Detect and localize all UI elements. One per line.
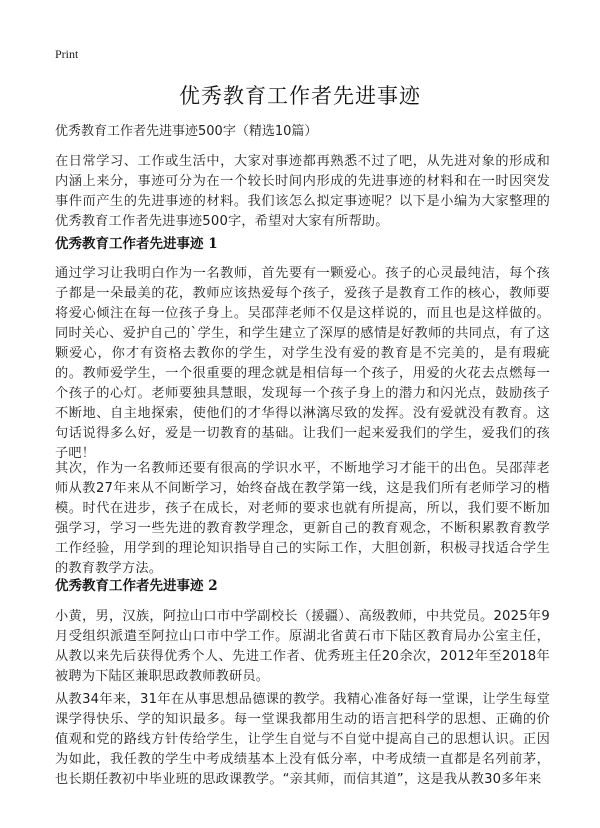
section-2-paragraph-1: 小黄，男，汉族，阿拉山口市中学副校长（援疆）、高级教师，中共党员。2025年9月受组织派遣至阿拉山口市中学工作。原湖北省黄石市下陆区教育局办公室主任，从教以来先后获得优秀个人、先进工作者、优秀班主任20余次，2012年至2018年被聘为下陆区兼职思政教师教研员。 [55, 609, 550, 684]
section-2-paragraph-2: 从教34年来，31年在从事思想品德课的教学。我精心准备好每一堂课，让学生每堂课学得快乐、学的知识最多。每一堂课我都用生动的语言把科学的思想、正确的价值观和党的路线方针传给学生，让学生自觉与不自觉中提高自己的思想认识。正因为如此，我任教的学生中考成绩基本上没有低分率，中考成绩一直都是名列前茅，也长期任教初中毕业班的思政课教学。“亲其师，而信其道”，这是我从教30多年来 [55, 692, 550, 787]
document-subtitle: 优秀教育工作者先进事迹500字（精选10篇） [55, 124, 318, 139]
section-1-paragraph-2: 其次，作为一名教师还要有很高的学识水平，不断地学习才能干的出色。吴邵萍老师从教27年来从不间断学习，始终奋战在教学第一线，这是我们所有老师学习的楷模。时代在进步，孩子在成长，对老师的要求也就有所提高，所以，我们要不断加强学习，学习一些先进的教育教学理念，更新自己的教育观念，不断积累教育教学工作经验，用学到的理论知识指导自己的实际工作，大胆创新，积极寻找适合学生的教育教学方法。 [55, 461, 550, 576]
document-title: 优秀教育工作者先进事迹 [179, 84, 421, 108]
section-1-paragraph-1: 通过学习让我明白作为一名教师，首先要有一颗爱心。孩子的心灵最纯洁，每个孩子都是一朵最美的花，教师应该热爱每个孩子，爱孩子是教育工作的核心，教师要将爱心倾注在每一位孩子身上。吴邵萍老师不仅是这样说的，而且也是这样做的。同时关心、爱护自己的`学生，和学生建立了深厚的感情是好教师的共同点，有了这颗爱心，你才有资格去教你的学生，对学生没有爱的教育是不完美的，是有瑕疵的。教师爱学生，一个很重要的理念就是相信每一个孩子，用爱的火花去点燃每一个孩子的心灯。老师要独具慧眼，发现每一个孩子身上的潜力和闪光点，鼓励孩子不断地、自主地探索，使他们的才华得以淋漓尽致的发挥。没有爱就没有教育。这句话说得多么好，爱是一切教育的基础。让我们一起来爱我们的学生，爱我们的孩子吧！ [55, 266, 550, 461]
intro-paragraph: 在日常学习、工作或生活中，大家对事迹都再熟悉不过了吧，从先进对象的形成和内涵上来分，事迹可分为在一个较长时间内形成的先进事迹的材料和在一时因突发事件而产生的先进事迹的材料。我们该怎么拟定事迹呢？以下是小编为大家整理的优秀教育工作者先进事迹500字，希望对大家有所帮助。 [55, 154, 550, 229]
section-heading-1: 优秀教育工作者先进事迹 1 [55, 236, 218, 252]
section-heading-2: 优秀教育工作者先进事迹 2 [55, 578, 218, 594]
print-label: Print [55, 47, 79, 61]
